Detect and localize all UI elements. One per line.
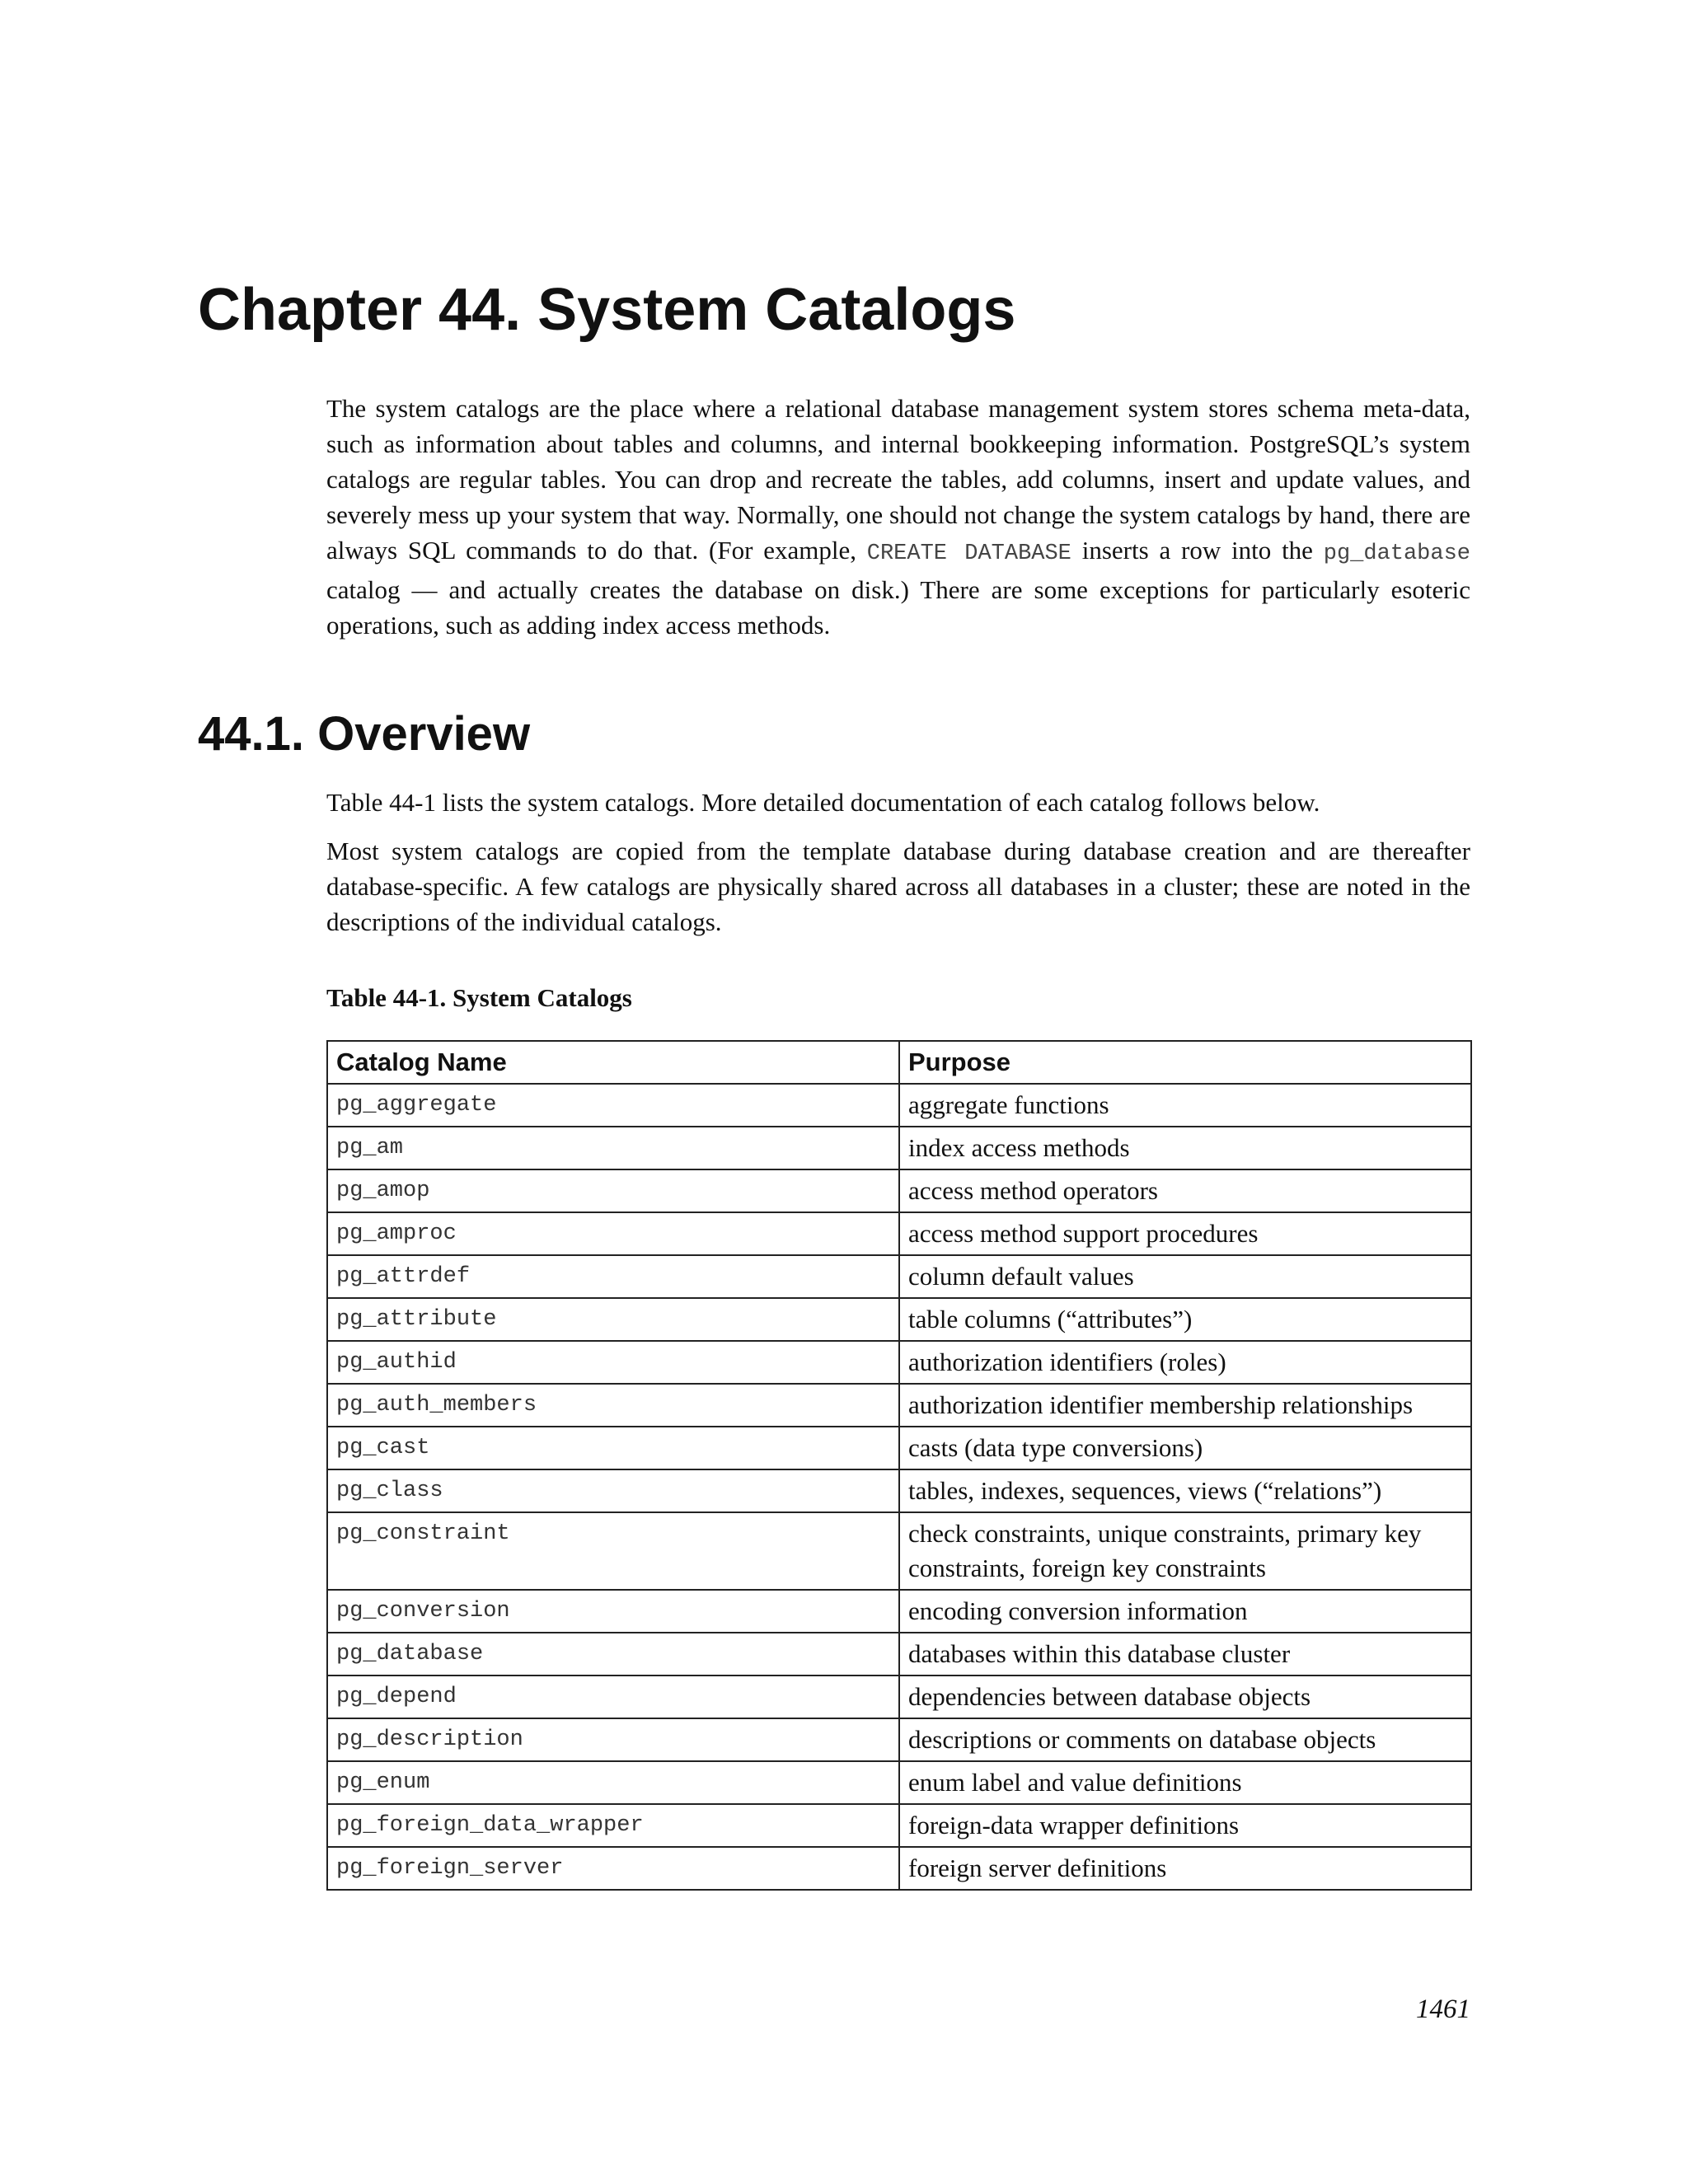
column-header-catalog-name: Catalog Name [327,1041,899,1084]
purpose-cell: foreign server definitions [899,1847,1471,1890]
table-row [327,1804,1471,1847]
intro-text-part3: catalog — and actually creates the database on disk.) There are some exceptions for particularly esoteric operations, such as adding index access methods. [326,575,1470,640]
purpose-cell: table columns (“attributes”) [899,1298,1471,1341]
purpose-cell: descriptions or comments on database objects [899,1718,1471,1761]
purpose-cell: aggregate functions [899,1084,1471,1127]
chapter-title: Chapter 44. System Catalogs [198,277,1016,343]
purpose-cell: dependencies between database objects [899,1675,1471,1718]
catalog-name-cell: pg_depend [327,1675,899,1718]
purpose-cell: access method support procedures [899,1212,1471,1255]
purpose-cell: enum label and value definitions [899,1761,1471,1804]
pg-database-code: pg_database [1323,541,1470,566]
purpose-cell: column default values [899,1255,1471,1298]
table-body [327,1084,1471,1890]
table-row [327,1847,1471,1890]
catalog-name-cell: pg_foreign_data_wrapper [327,1804,899,1847]
catalog-name-cell: pg_constraint [327,1512,899,1590]
table-row [327,1427,1471,1469]
catalog-name-cell: pg_class [327,1469,899,1512]
catalog-name-cell: pg_am [327,1127,899,1169]
table-row [327,1127,1471,1169]
purpose-cell: access method operators [899,1169,1471,1212]
table-row [327,1169,1471,1212]
table-row [327,1298,1471,1341]
purpose-cell: databases within this database cluster [899,1633,1471,1675]
catalog-name-cell: pg_attrdef [327,1255,899,1298]
catalog-name-cell: pg_cast [327,1427,899,1469]
table-row [327,1633,1471,1675]
purpose-cell: index access methods [899,1127,1471,1169]
table-row [327,1084,1471,1127]
intro-paragraph [326,391,1470,643]
table-row [327,1675,1471,1718]
catalog-name-cell: pg_enum [327,1761,899,1804]
purpose-cell: encoding conversion information [899,1590,1471,1633]
catalog-name-cell: pg_authid [327,1341,899,1384]
table-row [327,1384,1471,1427]
table-header-row [327,1041,1471,1084]
catalog-name-cell: pg_auth_members [327,1384,899,1427]
catalog-name-cell: pg_description [327,1718,899,1761]
table-row [327,1212,1471,1255]
catalog-name-cell: pg_conversion [327,1590,899,1633]
purpose-cell: foreign-data wrapper definitions [899,1804,1471,1847]
column-header-purpose: Purpose [899,1041,1471,1084]
table-row [327,1341,1471,1384]
purpose-cell: authorization identifiers (roles) [899,1341,1471,1384]
page-number: 1461 [1416,1994,1470,2024]
purpose-cell: tables, indexes, sequences, views (“relations”) [899,1469,1471,1512]
table-row [327,1590,1471,1633]
catalog-name-cell: pg_aggregate [327,1084,899,1127]
catalog-name-cell: pg_attribute [327,1298,899,1341]
table-row [327,1718,1471,1761]
table-row [327,1255,1471,1298]
create-database-code: CREATE DATABASE [866,541,1071,566]
purpose-cell: authorization identifier membership relationships [899,1384,1471,1427]
section-title: 44.1. Overview [198,707,531,761]
overview-paragraph-2: Most system catalogs are copied from the template database during database creation and are thereafter database-specific. A few catalogs are physically shared across all databases in a cluster; these are noted in the descriptions of the individual catalogs. [326,837,1470,936]
table-row [327,1512,1471,1590]
catalog-name-cell: pg_amop [327,1169,899,1212]
table-caption: Table 44-1. System Catalogs [326,983,632,1012]
table-row [327,1469,1471,1512]
system-catalogs-table [326,1040,1472,1891]
intro-text-part1: The system catalogs are the place where a relational database management system stores schema meta-data, such as information about tables and columns, and internal bookkeeping information. PostgreSQL’s system catalogs are regular tables. You can drop and recreate the tables, add columns, insert and update values, and severely mess up your system that way. Normally, one should not change the system catalogs by hand, there are always SQL commands to do that. (For example, [326,394,1470,565]
purpose-cell: casts (data type conversions) [899,1427,1471,1469]
catalog-name-cell: pg_amproc [327,1212,899,1255]
table-row [327,1761,1471,1804]
catalog-name-cell: pg_foreign_server [327,1847,899,1890]
purpose-cell: check constraints, unique constraints, primary key constraints, foreign key constraints [899,1512,1471,1590]
catalog-name-cell: pg_database [327,1633,899,1675]
intro-text-part2: inserts a row into the [1071,536,1324,565]
overview-paragraph-1: Table 44-1 lists the system catalogs. More detailed documentation of each catalog follows below. [326,788,1320,817]
